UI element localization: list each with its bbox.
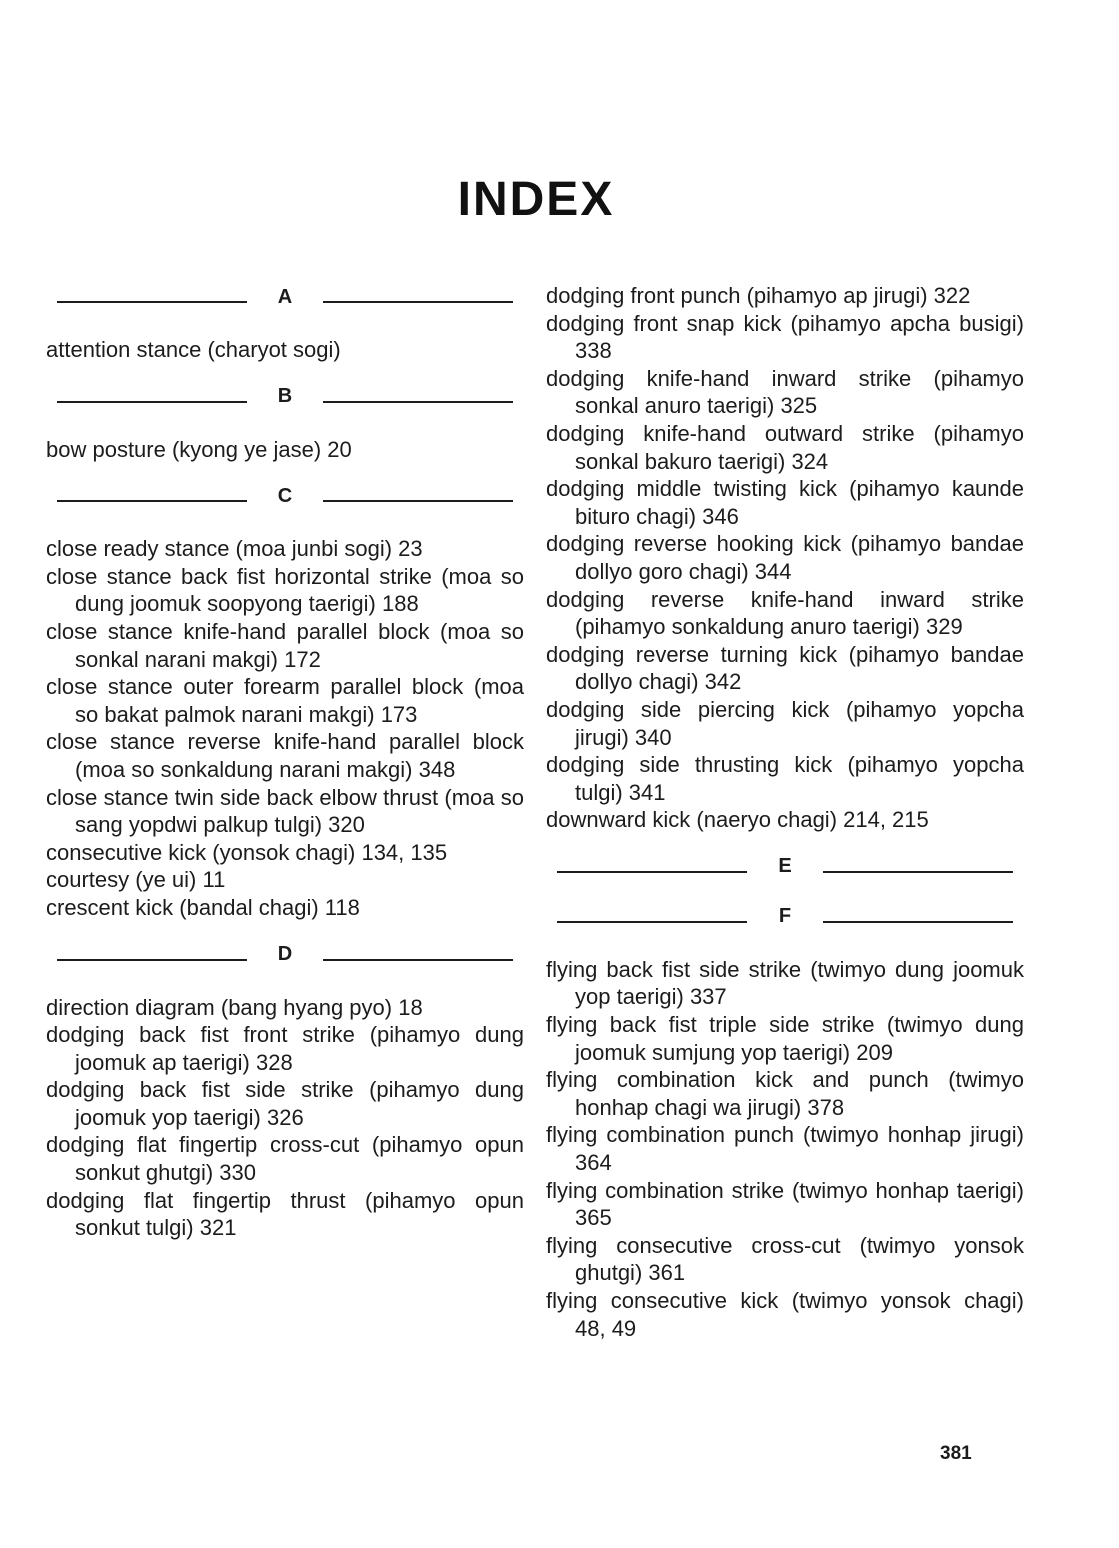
index-entry: courtesy (ye ui) 11 xyxy=(46,867,226,893)
letter-heading xyxy=(546,852,1024,882)
letter-heading xyxy=(46,282,524,312)
index-entry: dodging front punch (pihamyo ap jirugi) 322 xyxy=(546,283,971,308)
letter-heading xyxy=(46,940,524,970)
section-spacer xyxy=(46,970,524,994)
letter-heading-label: E xyxy=(778,855,792,878)
letter-heading-label: D xyxy=(277,943,293,965)
section-spacer xyxy=(546,882,1024,902)
section-spacer xyxy=(546,834,1024,852)
index-entry: close stance reverse knife-hand parallel block (moa so sonkaldung narani makgi) 348 xyxy=(46,729,524,782)
page-number: 381 xyxy=(940,1443,972,1464)
index-entry: flying combination strike (twimyo honhap taerigi) 365 xyxy=(546,1177,1024,1231)
index-entry: dodging flat fingertip cross-cut (pihamyo opun sonkut ghutgi) 330 xyxy=(46,1132,524,1186)
index-entry: dodging flat fingertip thrust (pihamyo opun sonkut tulgi) 321 xyxy=(46,1187,524,1241)
letter-heading-label: C xyxy=(277,484,293,507)
letter-heading xyxy=(46,481,524,511)
index-entry: consecutive kick (yonsok chagi) 134, 135 xyxy=(46,839,448,865)
index-entry: flying consecutive kick (twimyo yonsok chagi) 48, 49 xyxy=(546,1288,1024,1341)
divider-right xyxy=(323,959,513,961)
index-entry: dodging side thrusting kick (pihamyo yopcha tulgi) 341 xyxy=(546,752,1024,805)
index-entry: flying back fist triple side strike (twimyo dung joomuk sumjung yop taerigi) 209 xyxy=(546,1012,1024,1065)
index-column-right xyxy=(546,282,1024,1342)
section-spacer xyxy=(46,511,524,535)
index-entry: downward kick (naeryo chagi) 214, 215 xyxy=(546,807,929,833)
section-spacer xyxy=(46,463,524,481)
divider-left xyxy=(557,921,747,923)
divider-right xyxy=(823,921,1013,923)
index-entry: dodging reverse knife-hand inward strike (pihamyo sonkaldung anuro taerigi) 329 xyxy=(546,586,1024,640)
index-entry: flying back fist side strike (twimyo dung joomuk yop taerigi) 337 xyxy=(546,956,1024,1010)
section-spacer xyxy=(46,922,524,940)
index-entry: dodging back fist front strike (pihamyo dung joomuk ap taerigi) 328 xyxy=(46,1022,524,1075)
index-entry: flying combination kick and punch (twimyo honhap chagi wa jirugi) 378 xyxy=(546,1067,1024,1120)
letter-heading-label: B xyxy=(277,385,293,408)
section-spacer xyxy=(546,932,1024,956)
index-entry: close stance back fist horizontal strike (moa so dung joomuk soopyong taerigi) 188 xyxy=(46,563,524,617)
index-entry: close ready stance (moa junbi sogi) 23 xyxy=(46,536,423,562)
divider-right xyxy=(323,301,513,303)
index-entry: dodging knife-hand inward strike (pihamyo sonkal anuro taerigi) 325 xyxy=(546,365,1024,419)
index-entry: close stance outer forearm parallel block (moa so bakat palmok narani makgi) 173 xyxy=(46,674,524,727)
divider-left xyxy=(57,301,247,303)
letter-heading-label: A xyxy=(277,285,293,308)
divider-right xyxy=(323,500,513,502)
index-entry: dodging back fist side strike (pihamyo dung joomuk yop taerigi) 326 xyxy=(46,1077,524,1130)
index-entry: close stance twin side back elbow thrust (moa so sang yopdwi palkup tulgi) 320 xyxy=(46,784,524,838)
letter-heading xyxy=(46,382,524,412)
divider-right xyxy=(823,871,1013,873)
divider-left xyxy=(57,959,247,961)
letter-heading xyxy=(546,902,1024,932)
section-spacer xyxy=(46,364,524,382)
index-entry: dodging side piercing kick (pihamyo yopcha jirugi) 340 xyxy=(546,696,1024,750)
index-entry: crescent kick (bandal chagi) 118 xyxy=(46,894,360,920)
index-entry: dodging reverse turning kick (pihamyo bandae dollyo chagi) 342 xyxy=(546,641,1024,695)
divider-left xyxy=(557,871,747,873)
index-entry: attention stance (charyot sogi) xyxy=(46,337,341,362)
index-entry: dodging middle twisting kick (pihamyo kaunde bituro chagi) 346 xyxy=(546,476,1024,529)
divider-left xyxy=(57,500,247,502)
index-entry: close stance knife-hand parallel block (moa so sonkal narani makgi) 172 xyxy=(46,618,524,672)
index-entry: flying combination punch (twimyo honhap jirugi) 364 xyxy=(546,1122,1024,1176)
letter-heading-label: F xyxy=(778,905,792,928)
index-entry: dodging reverse hooking kick (pihamyo bandae dollyo goro chagi) 344 xyxy=(546,531,1024,584)
index-entry: flying consecutive cross-cut (twimyo yonsok ghutgi) 361 xyxy=(546,1232,1024,1286)
divider-left xyxy=(57,401,247,403)
index-entry: dodging front snap kick (pihamyo apcha busigi) 338 xyxy=(546,310,1024,364)
section-spacer xyxy=(46,412,524,436)
section-spacer xyxy=(46,312,524,336)
index-entry: bow posture (kyong ye jase) 20 xyxy=(46,436,352,462)
index-entry: direction diagram (bang hyang pyo) 18 xyxy=(46,994,423,1020)
index-column-left xyxy=(46,282,524,1242)
divider-right xyxy=(323,401,513,403)
index-entry: dodging knife-hand outward strike (pihamyo sonkal bakuro taerigi) 324 xyxy=(546,420,1024,474)
page-title: INDEX xyxy=(457,173,615,226)
